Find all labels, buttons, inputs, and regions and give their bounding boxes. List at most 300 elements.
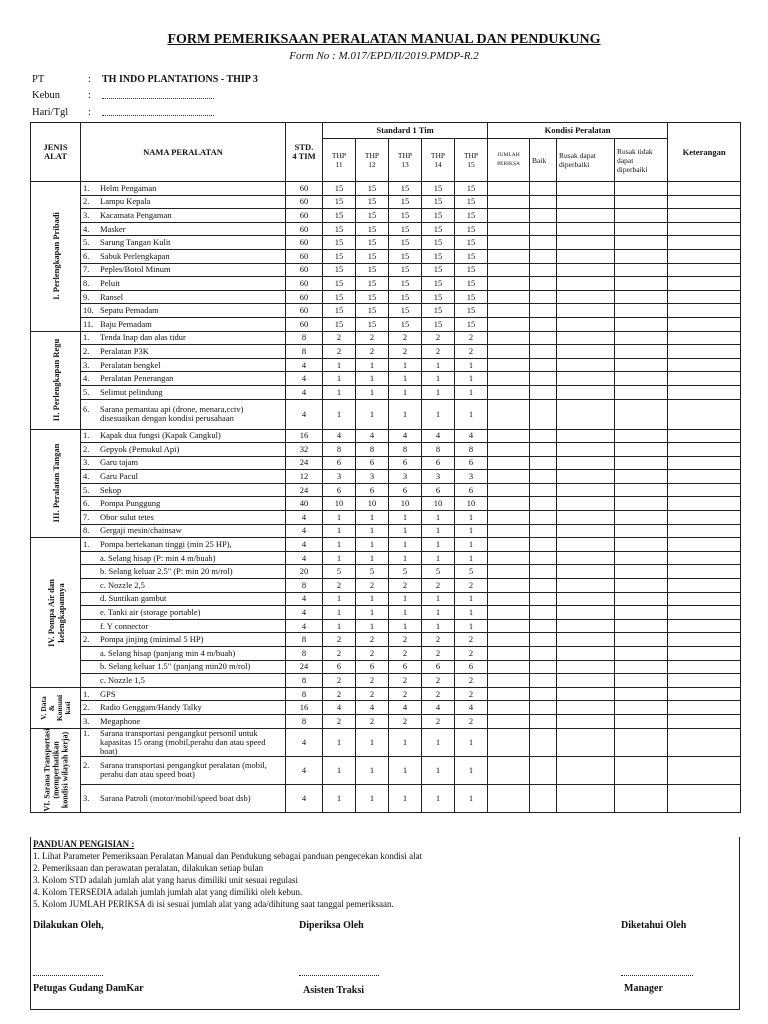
input-keterangan[interactable] bbox=[668, 497, 741, 511]
item-thp-3: 10 bbox=[389, 497, 422, 511]
input-baik[interactable] bbox=[530, 511, 557, 525]
input-keterangan[interactable] bbox=[668, 209, 741, 223]
input-baik[interactable] bbox=[530, 399, 557, 429]
input-rusak-dapat-diperbaiki[interactable] bbox=[557, 470, 615, 484]
item-name-cell bbox=[81, 209, 286, 223]
item-thp-4: 10 bbox=[422, 497, 455, 511]
input-rusak-tidak-dapat-diperbaiki[interactable] bbox=[615, 195, 668, 209]
input-keterangan[interactable] bbox=[668, 756, 741, 784]
sign-line-manager[interactable] bbox=[621, 974, 693, 976]
item-thp-4: 1 bbox=[422, 619, 455, 633]
item-name-cell bbox=[81, 443, 286, 457]
input-rusak-dapat-diperbaiki[interactable] bbox=[557, 687, 615, 701]
item-thp-4: 1 bbox=[422, 385, 455, 399]
input-rusak-tidak-dapat-diperbaiki[interactable] bbox=[615, 647, 668, 661]
input-rusak-tidak-dapat-diperbaiki[interactable] bbox=[615, 443, 668, 457]
input-baik[interactable] bbox=[530, 443, 557, 457]
input-keterangan[interactable] bbox=[668, 429, 741, 443]
input-rusak-dapat-diperbaiki[interactable] bbox=[557, 647, 615, 661]
input-baik[interactable] bbox=[530, 660, 557, 674]
input-baik[interactable] bbox=[530, 497, 557, 511]
item-thp-4: 3 bbox=[422, 470, 455, 484]
item-std: 4 bbox=[286, 606, 323, 620]
input-rusak-dapat-diperbaiki[interactable] bbox=[557, 249, 615, 263]
item-number: 9. bbox=[83, 291, 90, 302]
input-baik[interactable] bbox=[530, 358, 557, 372]
input-keterangan[interactable] bbox=[668, 687, 741, 701]
input-jumlah-periksa[interactable] bbox=[488, 756, 530, 784]
col-nama-peralatan: NAMA PERALATAN bbox=[81, 123, 286, 182]
table-row bbox=[31, 456, 741, 470]
item-thp-4: 1 bbox=[422, 728, 455, 756]
input-baik[interactable] bbox=[530, 236, 557, 250]
item-std: 40 bbox=[286, 497, 323, 511]
input-jumlah-periksa[interactable] bbox=[488, 606, 530, 620]
item-name: Sarana Patroli (motor/mobil/speed boat dsb) bbox=[100, 792, 251, 803]
input-baik[interactable] bbox=[530, 728, 557, 756]
input-jumlah-periksa[interactable] bbox=[488, 687, 530, 701]
item-thp-5: 15 bbox=[455, 290, 488, 304]
item-name: Helm Pengaman bbox=[100, 182, 157, 193]
item-name-cell bbox=[81, 345, 286, 359]
input-keterangan[interactable] bbox=[668, 524, 741, 538]
hari-tgl-input[interactable] bbox=[102, 109, 214, 116]
input-baik[interactable] bbox=[530, 565, 557, 579]
item-thp-5: 1 bbox=[455, 399, 488, 429]
category-label: II. Perlengkapan Regu bbox=[50, 338, 61, 422]
input-rusak-tidak-dapat-diperbaiki[interactable] bbox=[615, 222, 668, 236]
input-baik[interactable] bbox=[530, 290, 557, 304]
input-keterangan[interactable] bbox=[668, 784, 741, 812]
input-rusak-dapat-diperbaiki[interactable] bbox=[557, 633, 615, 647]
input-rusak-dapat-diperbaiki[interactable] bbox=[557, 399, 615, 429]
input-baik[interactable] bbox=[530, 524, 557, 538]
item-name: Peluit bbox=[100, 277, 120, 288]
item-thp-4: 15 bbox=[422, 304, 455, 318]
input-rusak-tidak-dapat-diperbaiki[interactable] bbox=[615, 701, 668, 715]
input-baik[interactable] bbox=[530, 784, 557, 812]
item-name-cell bbox=[81, 551, 286, 565]
input-jumlah-periksa[interactable] bbox=[488, 222, 530, 236]
item-std: 60 bbox=[286, 209, 323, 223]
input-jumlah-periksa[interactable] bbox=[488, 647, 530, 661]
input-baik[interactable] bbox=[530, 538, 557, 552]
input-baik[interactable] bbox=[530, 249, 557, 263]
input-rusak-tidak-dapat-diperbaiki[interactable] bbox=[615, 674, 668, 688]
item-thp-4: 15 bbox=[422, 195, 455, 209]
input-rusak-tidak-dapat-diperbaiki[interactable] bbox=[615, 633, 668, 647]
input-rusak-dapat-diperbaiki[interactable] bbox=[557, 385, 615, 399]
item-thp-2: 2 bbox=[356, 647, 389, 661]
item-name-cell bbox=[81, 385, 286, 399]
item-std: 8 bbox=[286, 674, 323, 688]
item-name-cell bbox=[81, 565, 286, 579]
item-name: e. Tanki air (storage portable) bbox=[100, 607, 201, 618]
input-keterangan[interactable] bbox=[668, 579, 741, 593]
input-rusak-tidak-dapat-diperbaiki[interactable] bbox=[615, 565, 668, 579]
input-rusak-dapat-diperbaiki[interactable] bbox=[557, 456, 615, 470]
item-thp-5: 6 bbox=[455, 483, 488, 497]
input-baik[interactable] bbox=[530, 483, 557, 497]
input-keterangan[interactable] bbox=[668, 660, 741, 674]
input-rusak-dapat-diperbaiki[interactable] bbox=[557, 565, 615, 579]
input-jumlah-periksa[interactable] bbox=[488, 579, 530, 593]
input-rusak-tidak-dapat-diperbaiki[interactable] bbox=[615, 399, 668, 429]
input-rusak-tidak-dapat-diperbaiki[interactable] bbox=[615, 714, 668, 728]
input-baik[interactable] bbox=[530, 209, 557, 223]
input-rusak-tidak-dapat-diperbaiki[interactable] bbox=[615, 728, 668, 756]
input-keterangan[interactable] bbox=[668, 456, 741, 470]
input-jumlah-periksa[interactable] bbox=[488, 182, 530, 196]
input-keterangan[interactable] bbox=[668, 511, 741, 525]
item-thp-5: 1 bbox=[455, 524, 488, 538]
input-keterangan[interactable] bbox=[668, 372, 741, 386]
input-rusak-dapat-diperbaiki[interactable] bbox=[557, 331, 615, 345]
input-jumlah-periksa[interactable] bbox=[488, 263, 530, 277]
input-keterangan[interactable] bbox=[668, 551, 741, 565]
input-jumlah-periksa[interactable] bbox=[488, 456, 530, 470]
input-rusak-dapat-diperbaiki[interactable] bbox=[557, 263, 615, 277]
kebun-input[interactable] bbox=[102, 92, 214, 99]
input-rusak-tidak-dapat-diperbaiki[interactable] bbox=[615, 429, 668, 443]
input-rusak-dapat-diperbaiki[interactable] bbox=[557, 606, 615, 620]
input-baik[interactable] bbox=[530, 714, 557, 728]
item-thp-4: 2 bbox=[422, 331, 455, 345]
input-keterangan[interactable] bbox=[668, 606, 741, 620]
table-row bbox=[31, 633, 741, 647]
item-thp-4: 1 bbox=[422, 511, 455, 525]
input-keterangan[interactable] bbox=[668, 182, 741, 196]
input-baik[interactable] bbox=[530, 277, 557, 291]
input-keterangan[interactable] bbox=[668, 304, 741, 318]
item-number: 6. bbox=[83, 404, 90, 414]
input-rusak-tidak-dapat-diperbaiki[interactable] bbox=[615, 538, 668, 552]
input-keterangan[interactable] bbox=[668, 619, 741, 633]
input-keterangan[interactable] bbox=[668, 647, 741, 661]
input-jumlah-periksa[interactable] bbox=[488, 524, 530, 538]
input-jumlah-periksa[interactable] bbox=[488, 372, 530, 386]
input-keterangan[interactable] bbox=[668, 277, 741, 291]
input-keterangan[interactable] bbox=[668, 565, 741, 579]
item-std: 4 bbox=[286, 551, 323, 565]
input-rusak-dapat-diperbaiki[interactable] bbox=[557, 619, 615, 633]
input-baik[interactable] bbox=[530, 687, 557, 701]
item-std: 60 bbox=[286, 236, 323, 250]
input-baik[interactable] bbox=[530, 372, 557, 386]
input-jumlah-periksa[interactable] bbox=[488, 304, 530, 318]
input-keterangan[interactable] bbox=[668, 592, 741, 606]
input-jumlah-periksa[interactable] bbox=[488, 209, 530, 223]
input-rusak-tidak-dapat-diperbaiki[interactable] bbox=[615, 551, 668, 565]
item-thp-1: 1 bbox=[323, 619, 356, 633]
input-rusak-tidak-dapat-diperbaiki[interactable] bbox=[615, 606, 668, 620]
input-jumlah-periksa[interactable] bbox=[488, 443, 530, 457]
item-thp-1: 6 bbox=[323, 660, 356, 674]
sign-asisten: Asisten Traksi bbox=[303, 985, 365, 996]
sign-line-asisten[interactable] bbox=[299, 974, 379, 976]
item-thp-1: 15 bbox=[323, 317, 356, 331]
input-keterangan[interactable] bbox=[668, 317, 741, 331]
input-keterangan[interactable] bbox=[668, 470, 741, 484]
input-rusak-tidak-dapat-diperbaiki[interactable] bbox=[615, 372, 668, 386]
input-rusak-tidak-dapat-diperbaiki[interactable] bbox=[615, 524, 668, 538]
input-keterangan[interactable] bbox=[668, 538, 741, 552]
input-baik[interactable] bbox=[530, 304, 557, 318]
input-rusak-tidak-dapat-diperbaiki[interactable] bbox=[615, 209, 668, 223]
input-rusak-dapat-diperbaiki[interactable] bbox=[557, 345, 615, 359]
input-keterangan[interactable] bbox=[668, 728, 741, 756]
item-thp-3: 5 bbox=[389, 565, 422, 579]
input-rusak-tidak-dapat-diperbaiki[interactable] bbox=[615, 331, 668, 345]
input-rusak-dapat-diperbaiki[interactable] bbox=[557, 728, 615, 756]
input-rusak-dapat-diperbaiki[interactable] bbox=[557, 443, 615, 457]
input-rusak-dapat-diperbaiki[interactable] bbox=[557, 497, 615, 511]
category-label: I. Perlengkapan Pribadi bbox=[50, 212, 61, 301]
input-rusak-dapat-diperbaiki[interactable] bbox=[557, 551, 615, 565]
input-rusak-dapat-diperbaiki[interactable] bbox=[557, 195, 615, 209]
input-rusak-tidak-dapat-diperbaiki[interactable] bbox=[615, 511, 668, 525]
item-thp-3: 2 bbox=[389, 714, 422, 728]
input-rusak-tidak-dapat-diperbaiki[interactable] bbox=[615, 182, 668, 196]
input-rusak-tidak-dapat-diperbaiki[interactable] bbox=[615, 277, 668, 291]
input-baik[interactable] bbox=[530, 317, 557, 331]
input-keterangan[interactable] bbox=[668, 195, 741, 209]
input-jumlah-periksa[interactable] bbox=[488, 399, 530, 429]
input-jumlah-periksa[interactable] bbox=[488, 470, 530, 484]
input-rusak-tidak-dapat-diperbaiki[interactable] bbox=[615, 263, 668, 277]
input-keterangan[interactable] bbox=[668, 263, 741, 277]
input-jumlah-periksa[interactable] bbox=[488, 633, 530, 647]
item-thp-2: 15 bbox=[356, 249, 389, 263]
input-rusak-dapat-diperbaiki[interactable] bbox=[557, 660, 615, 674]
item-number: 7. bbox=[83, 264, 90, 275]
input-jumlah-periksa[interactable] bbox=[488, 728, 530, 756]
input-keterangan[interactable] bbox=[668, 443, 741, 457]
input-jumlah-periksa[interactable] bbox=[488, 385, 530, 399]
input-keterangan[interactable] bbox=[668, 483, 741, 497]
table-row bbox=[31, 524, 741, 538]
input-rusak-dapat-diperbaiki[interactable] bbox=[557, 701, 615, 715]
input-baik[interactable] bbox=[530, 633, 557, 647]
input-rusak-dapat-diperbaiki[interactable] bbox=[557, 579, 615, 593]
item-name-cell bbox=[81, 263, 286, 277]
input-rusak-dapat-diperbaiki[interactable] bbox=[557, 277, 615, 291]
item-thp-1: 15 bbox=[323, 277, 356, 291]
input-rusak-dapat-diperbaiki[interactable] bbox=[557, 222, 615, 236]
input-keterangan[interactable] bbox=[668, 385, 741, 399]
input-rusak-tidak-dapat-diperbaiki[interactable] bbox=[615, 497, 668, 511]
field-kebun: Kebun : bbox=[32, 90, 214, 101]
input-baik[interactable] bbox=[530, 619, 557, 633]
input-jumlah-periksa[interactable] bbox=[488, 660, 530, 674]
input-rusak-tidak-dapat-diperbaiki[interactable] bbox=[615, 249, 668, 263]
input-baik[interactable] bbox=[530, 331, 557, 345]
input-baik[interactable] bbox=[530, 756, 557, 784]
input-rusak-tidak-dapat-diperbaiki[interactable] bbox=[615, 236, 668, 250]
input-rusak-dapat-diperbaiki[interactable] bbox=[557, 429, 615, 443]
item-thp-5: 8 bbox=[455, 443, 488, 457]
table-row bbox=[31, 304, 741, 318]
input-keterangan[interactable] bbox=[668, 331, 741, 345]
input-rusak-tidak-dapat-diperbaiki[interactable] bbox=[615, 687, 668, 701]
input-jumlah-periksa[interactable] bbox=[488, 674, 530, 688]
input-rusak-dapat-diperbaiki[interactable] bbox=[557, 592, 615, 606]
input-rusak-dapat-diperbaiki[interactable] bbox=[557, 290, 615, 304]
input-rusak-tidak-dapat-diperbaiki[interactable] bbox=[615, 784, 668, 812]
input-baik[interactable] bbox=[530, 345, 557, 359]
input-rusak-tidak-dapat-diperbaiki[interactable] bbox=[615, 317, 668, 331]
input-jumlah-periksa[interactable] bbox=[488, 551, 530, 565]
input-rusak-tidak-dapat-diperbaiki[interactable] bbox=[615, 592, 668, 606]
table-row bbox=[31, 249, 741, 263]
input-rusak-tidak-dapat-diperbaiki[interactable] bbox=[615, 456, 668, 470]
input-baik[interactable] bbox=[530, 674, 557, 688]
input-jumlah-periksa[interactable] bbox=[488, 345, 530, 359]
item-thp-2: 1 bbox=[356, 511, 389, 525]
col-thp-1: THP 11 bbox=[323, 139, 356, 182]
item-thp-3: 1 bbox=[389, 538, 422, 552]
pt-value[interactable]: TH INDO PLANTATIONS - THIP 3 bbox=[102, 74, 258, 85]
input-keterangan[interactable] bbox=[668, 236, 741, 250]
input-keterangan[interactable] bbox=[668, 249, 741, 263]
item-std: 16 bbox=[286, 429, 323, 443]
input-rusak-dapat-diperbaiki[interactable] bbox=[557, 304, 615, 318]
item-std: 4 bbox=[286, 372, 323, 386]
input-baik[interactable] bbox=[530, 456, 557, 470]
item-std: 4 bbox=[286, 524, 323, 538]
item-thp-2: 2 bbox=[356, 345, 389, 359]
input-rusak-tidak-dapat-diperbaiki[interactable] bbox=[615, 345, 668, 359]
input-keterangan[interactable] bbox=[668, 701, 741, 715]
input-keterangan[interactable] bbox=[668, 290, 741, 304]
input-jumlah-periksa[interactable] bbox=[488, 619, 530, 633]
input-rusak-dapat-diperbaiki[interactable] bbox=[557, 209, 615, 223]
input-jumlah-periksa[interactable] bbox=[488, 592, 530, 606]
input-rusak-dapat-diperbaiki[interactable] bbox=[557, 784, 615, 812]
input-jumlah-periksa[interactable] bbox=[488, 565, 530, 579]
input-rusak-tidak-dapat-diperbaiki[interactable] bbox=[615, 304, 668, 318]
input-jumlah-periksa[interactable] bbox=[488, 290, 530, 304]
item-thp-3: 15 bbox=[389, 249, 422, 263]
input-jumlah-periksa[interactable] bbox=[488, 511, 530, 525]
input-jumlah-periksa[interactable] bbox=[488, 701, 530, 715]
input-jumlah-periksa[interactable] bbox=[488, 714, 530, 728]
item-thp-4: 2 bbox=[422, 674, 455, 688]
table-row bbox=[31, 358, 741, 372]
input-baik[interactable] bbox=[530, 195, 557, 209]
input-rusak-tidak-dapat-diperbaiki[interactable] bbox=[615, 470, 668, 484]
input-jumlah-periksa[interactable] bbox=[488, 497, 530, 511]
input-keterangan[interactable] bbox=[668, 633, 741, 647]
col-keterangan: Keterangan bbox=[668, 123, 741, 182]
item-name-cell bbox=[81, 701, 286, 715]
input-baik[interactable] bbox=[530, 385, 557, 399]
item-thp-2: 2 bbox=[356, 579, 389, 593]
input-rusak-tidak-dapat-diperbaiki[interactable] bbox=[615, 483, 668, 497]
input-baik[interactable] bbox=[530, 263, 557, 277]
input-keterangan[interactable] bbox=[668, 358, 741, 372]
input-rusak-dapat-diperbaiki[interactable] bbox=[557, 358, 615, 372]
input-baik[interactable] bbox=[530, 579, 557, 593]
input-rusak-dapat-diperbaiki[interactable] bbox=[557, 182, 615, 196]
input-rusak-tidak-dapat-diperbaiki[interactable] bbox=[615, 619, 668, 633]
item-name: Megaphone bbox=[100, 715, 141, 726]
input-baik[interactable] bbox=[530, 606, 557, 620]
input-baik[interactable] bbox=[530, 592, 557, 606]
input-keterangan[interactable] bbox=[668, 674, 741, 688]
input-rusak-dapat-diperbaiki[interactable] bbox=[557, 483, 615, 497]
input-rusak-tidak-dapat-diperbaiki[interactable] bbox=[615, 756, 668, 784]
input-baik[interactable] bbox=[530, 182, 557, 196]
input-rusak-tidak-dapat-diperbaiki[interactable] bbox=[615, 385, 668, 399]
input-jumlah-periksa[interactable] bbox=[488, 195, 530, 209]
item-thp-4: 1 bbox=[422, 592, 455, 606]
input-baik[interactable] bbox=[530, 222, 557, 236]
item-std: 8 bbox=[286, 714, 323, 728]
input-rusak-dapat-diperbaiki[interactable] bbox=[557, 317, 615, 331]
input-baik[interactable] bbox=[530, 429, 557, 443]
item-thp-1: 1 bbox=[323, 551, 356, 565]
input-jumlah-periksa[interactable] bbox=[488, 784, 530, 812]
input-jumlah-periksa[interactable] bbox=[488, 331, 530, 345]
input-baik[interactable] bbox=[530, 701, 557, 715]
input-jumlah-periksa[interactable] bbox=[488, 236, 530, 250]
input-rusak-dapat-diperbaiki[interactable] bbox=[557, 674, 615, 688]
input-rusak-dapat-diperbaiki[interactable] bbox=[557, 756, 615, 784]
input-rusak-dapat-diperbaiki[interactable] bbox=[557, 524, 615, 538]
item-thp-3: 6 bbox=[389, 483, 422, 497]
item-name-cell bbox=[81, 236, 286, 250]
item-thp-2: 5 bbox=[356, 565, 389, 579]
input-jumlah-periksa[interactable] bbox=[488, 358, 530, 372]
table-row bbox=[31, 182, 741, 196]
item-thp-1: 2 bbox=[323, 579, 356, 593]
item-name-cell bbox=[81, 483, 286, 497]
input-jumlah-periksa[interactable] bbox=[488, 317, 530, 331]
input-keterangan[interactable] bbox=[668, 222, 741, 236]
item-thp-4: 15 bbox=[422, 222, 455, 236]
input-jumlah-periksa[interactable] bbox=[488, 249, 530, 263]
input-rusak-dapat-diperbaiki[interactable] bbox=[557, 714, 615, 728]
input-rusak-dapat-diperbaiki[interactable] bbox=[557, 372, 615, 386]
input-baik[interactable] bbox=[530, 647, 557, 661]
input-jumlah-periksa[interactable] bbox=[488, 277, 530, 291]
input-rusak-tidak-dapat-diperbaiki[interactable] bbox=[615, 290, 668, 304]
input-jumlah-periksa[interactable] bbox=[488, 429, 530, 443]
table-row bbox=[31, 511, 741, 525]
input-rusak-dapat-diperbaiki[interactable] bbox=[557, 236, 615, 250]
table-row bbox=[31, 606, 741, 620]
item-thp-1: 1 bbox=[323, 372, 356, 386]
input-rusak-tidak-dapat-diperbaiki[interactable] bbox=[615, 358, 668, 372]
input-rusak-tidak-dapat-diperbaiki[interactable] bbox=[615, 660, 668, 674]
input-keterangan[interactable] bbox=[668, 714, 741, 728]
category-cell bbox=[31, 331, 81, 429]
col-jenis-alat: JENIS ALAT bbox=[31, 123, 81, 182]
input-jumlah-periksa[interactable] bbox=[488, 483, 530, 497]
input-rusak-dapat-diperbaiki[interactable] bbox=[557, 511, 615, 525]
input-baik[interactable] bbox=[530, 551, 557, 565]
input-baik[interactable] bbox=[530, 470, 557, 484]
item-thp-5: 15 bbox=[455, 209, 488, 223]
input-keterangan[interactable] bbox=[668, 399, 741, 429]
input-rusak-tidak-dapat-diperbaiki[interactable] bbox=[615, 579, 668, 593]
input-jumlah-periksa[interactable] bbox=[488, 538, 530, 552]
item-thp-5: 1 bbox=[455, 358, 488, 372]
input-rusak-dapat-diperbaiki[interactable] bbox=[557, 538, 615, 552]
sign-line-petugas[interactable] bbox=[33, 974, 103, 976]
input-keterangan[interactable] bbox=[668, 345, 741, 359]
